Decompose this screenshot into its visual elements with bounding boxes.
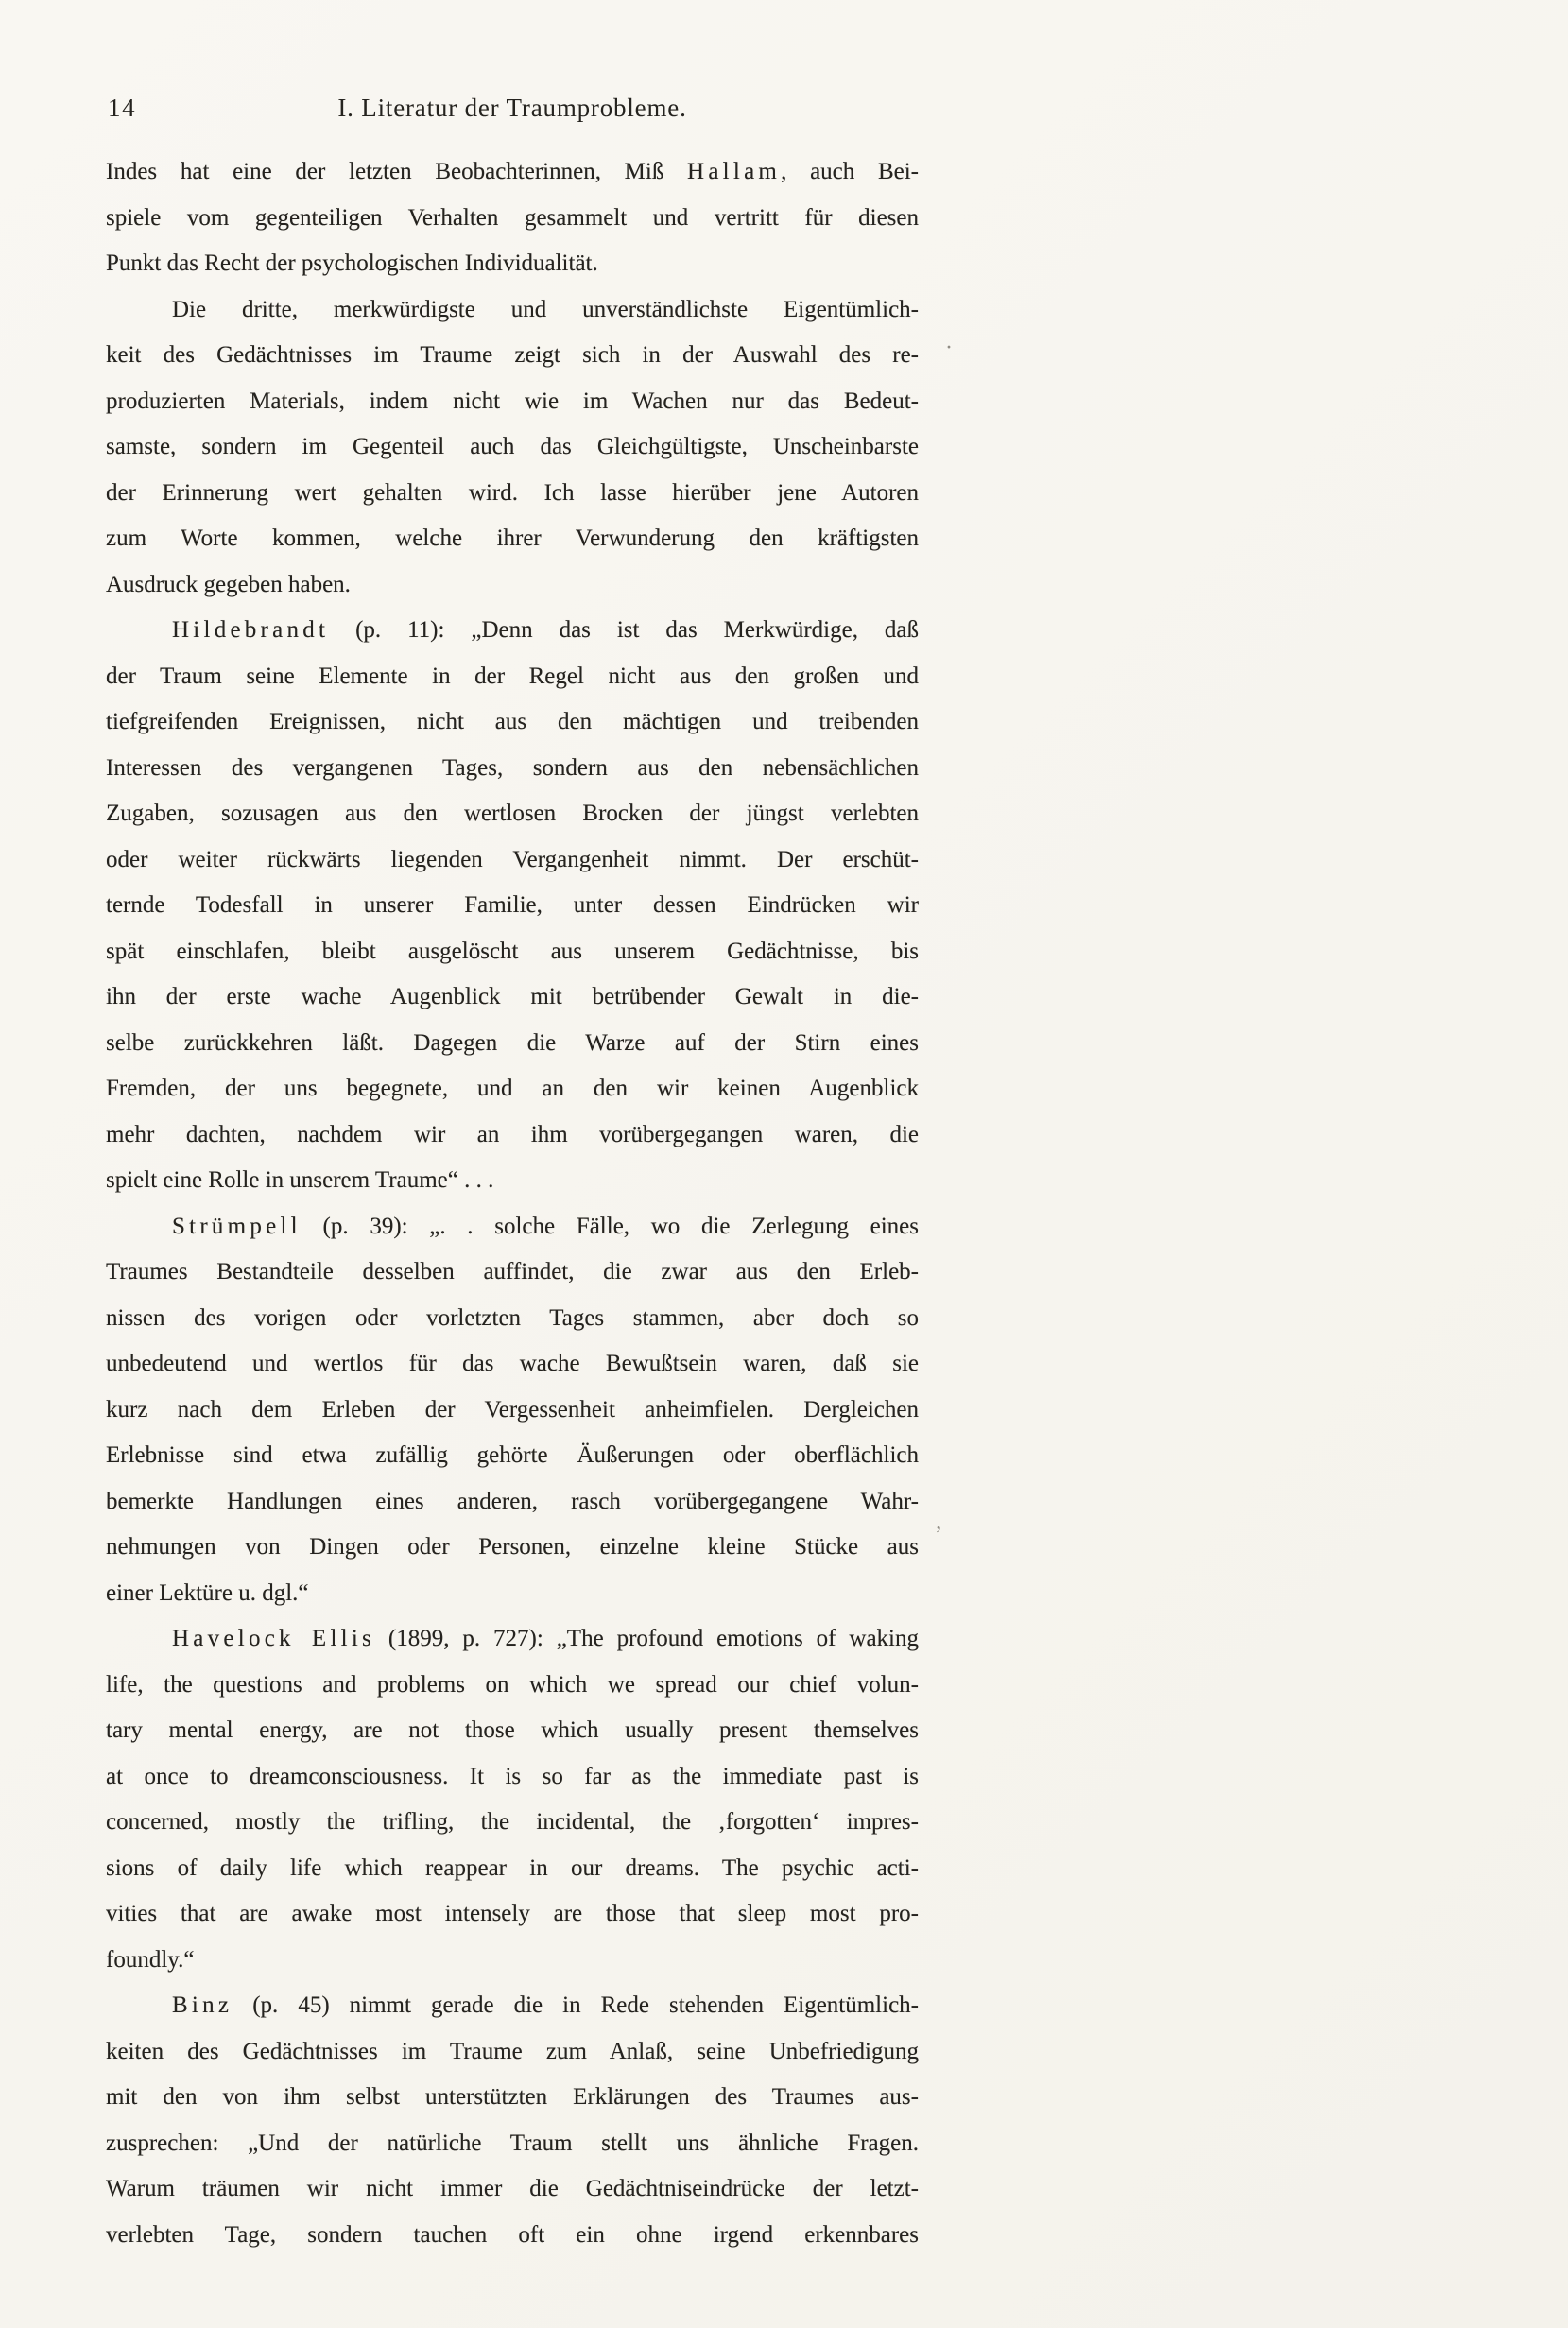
text-line: samste, sondern im Gegenteil auch das Gleichgültigste, Unscheinbarste (106, 434, 919, 459)
running-title: I. Literatur der Traumprobleme. (337, 94, 687, 122)
text-line: nehmungen von Dingen oder Personen, einzelne kleine Stücke aus (106, 1534, 919, 1560)
text-line: oder weiter rückwärts liegenden Vergangenheit nimmt. Der erschüt- (106, 846, 919, 872)
text-line: Erlebnisse sind etwa zufällig gehörte Äußerungen oder oberflächlich (106, 1442, 919, 1468)
letterspaced-name: Strümpell (172, 1213, 302, 1239)
paragraph (106, 1616, 919, 1983)
paragraph (106, 287, 919, 609)
text-body (106, 149, 919, 2258)
text-line: keit des Gedächtnisses im Traume zeigt sich in der Auswahl des re- (106, 342, 919, 368)
text-line: zusprechen: „Und der natürliche Traum stellt uns ähnliche Fragen. (106, 2130, 919, 2156)
text-line: zum Worte kommen, welche ihrer Verwunderung den kräftigsten (106, 526, 919, 551)
text-line: tiefgreifenden Ereignissen, nicht aus den mächtigen und treibenden (106, 709, 919, 734)
paragraph (106, 1204, 919, 1617)
scan-speck: · (945, 336, 953, 360)
text-line: selbe zurückkehren läßt. Dagegen die Warze auf der Stirn eines (106, 1029, 919, 1056)
text-line: Traumes Bestandteile desselben auffindet, die zwar aus den Erleb- (106, 1259, 919, 1285)
text-line: life, the questions and problems on which we spread our chief volun- (106, 1671, 919, 1698)
text-line: mehr dachten, nachdem wir an ihm vorübergegangen waren, die (106, 1121, 919, 1147)
text-line: unbedeutend und wertlos für das wache Bewußtsein waren, daß sie (106, 1351, 919, 1376)
letterspaced-name: Havelock Ellis (172, 1626, 376, 1651)
text-line: spielt eine Rolle in unserem Traume“ . . . (106, 1167, 494, 1193)
text-line: tary mental energy, are not those which usually present themselves (106, 1717, 919, 1743)
scan-speck: ’ (935, 1523, 942, 1547)
text-line: kurz nach dem Erleben der Vergessenheit anheimfielen. Dergleichen (106, 1396, 919, 1423)
text-line: Indes hat eine der letzten Beobachterinnen, Miß Hallam, auch Bei- (106, 159, 919, 184)
paragraph (106, 608, 919, 1204)
text-line: ternde Todesfall in unserer Familie, unter dessen Eindrücken wir (106, 892, 919, 918)
text-line: bemerkte Handlungen eines anderen, rasch vorübergegangene Wahr- (106, 1488, 919, 1514)
text-line: Interessen des vergangenen Tages, sondern aus den nebensächlichen (106, 754, 919, 781)
text-line: sions of daily life which reappear in our dreams. The psychic acti- (106, 1854, 919, 1881)
text-line: Die dritte, merkwürdigste und unverständlichste Eigentümlich- (172, 296, 919, 322)
text-line: nissen des vorigen oder vorletzten Tages stammen, aber doch so (106, 1304, 919, 1331)
text-line: spät einschlafen, bleibt ausgelöscht aus unserem Gedächtnisse, bis (106, 938, 919, 964)
text-line: Havelock Ellis (1899, p. 727): „The profound emotions of waking (172, 1626, 919, 1651)
paragraph (106, 1983, 919, 2258)
text-line: der Traum seine Elemente in der Regel nicht aus den großen und (106, 663, 919, 689)
text-line: Fremden, der uns begegnete, und an den wir keinen Augenblick (106, 1076, 919, 1101)
text-line: Binz (p. 45) nimmt gerade die in Rede stehenden Eigentümlich- (172, 1992, 919, 2018)
text-line: Ausdruck gegeben haben. (106, 571, 351, 597)
text-line: spiele vom gegenteiligen Verhalten gesammelt und vertritt für diesen (106, 204, 919, 231)
text-line: concerned, mostly the trifling, the incidental, the ‚forgotten‘ impres- (106, 1809, 919, 1835)
letterspaced-name: Hallam (687, 159, 782, 184)
text-line: Punkt das Recht der psychologischen Individualität. (106, 250, 598, 276)
page-header (106, 91, 919, 125)
text-line: mit den von ihm selbst unterstützten Erklärungen des Traumes aus- (106, 2084, 919, 2110)
text-line: produzierten Materials, indem nicht wie im Wachen nur das Bedeut- (106, 388, 919, 414)
text-line: Hildebrandt (p. 11): „Denn das ist das Merkwürdige, daß (172, 617, 919, 643)
text-line: ihn der erste wache Augenblick mit betrübender Gewalt in die- (106, 984, 919, 1009)
text-line: vities that are awake most intensely are those that sleep most pro- (106, 1901, 919, 1926)
text-line: foundly.“ (106, 1946, 195, 1973)
text-line: Strümpell (p. 39): „. . solche Fälle, wo die Zerlegung eines (172, 1213, 919, 1239)
text-line: verlebten Tage, sondern tauchen oft ein ohne irgend erkennbares (106, 2221, 919, 2248)
text-line: at once to dreamconsciousness. It is so far as the immediate past is (106, 1763, 919, 1789)
text-line: Warum träumen wir nicht immer die Gedächtniseindrücke der letzt- (106, 2176, 919, 2201)
text-line: einer Lektüre u. dgl.“ (106, 1579, 309, 1606)
letterspaced-name: Binz (172, 1992, 233, 2018)
text-line: keiten des Gedächtnisses im Traume zum Anlaß, seine Unbefriedigung (106, 2038, 919, 2064)
text-line: der Erinnerung wert gehalten wird. Ich lasse hierüber jene Autoren (106, 479, 919, 506)
text-line: Zugaben, sozusagen aus den wertlosen Brocken der jüngst verlebten (106, 801, 919, 826)
page-number: 14 (108, 94, 137, 122)
letterspaced-name: Hildebrandt (172, 617, 330, 643)
paragraph (106, 149, 919, 287)
